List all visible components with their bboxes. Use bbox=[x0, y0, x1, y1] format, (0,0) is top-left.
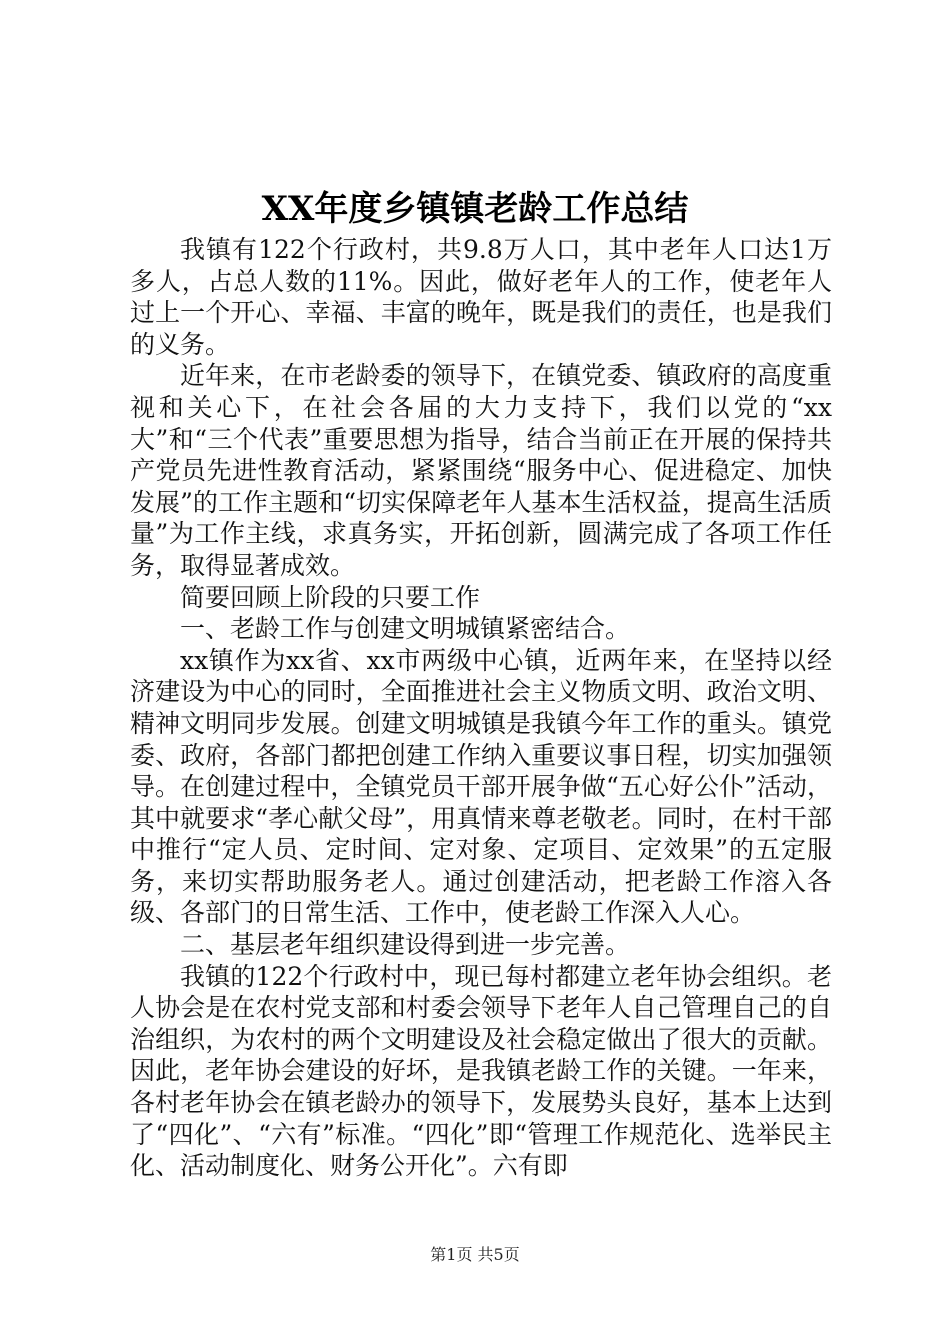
paragraph-section-one: xx镇作为xx省、xx市两级中心镇，近两年来，在坚持以经济建设为中心的同时，全面推进社会主义物质文明、政治文明、精神文明同步发展。创建文明城镇是我镇今年工作的重头。镇党委、政府，各部门都把创建工作纳入重要议事日程，切实加强领导。在创建过程中，全镇党员干部开展争做“五心好公仆”活动，其中就要求“孝心献父母”，用真情来尊老敬老。同时，在村干部中推行“定人员、定时间、定对象、定项目、定效果”的五定服务，来切实帮助服务老人。通过创建活动，把老龄工作溶入各级、各部门的日常生活、工作中，使老龄工作深入人心。 bbox=[130, 645, 832, 928]
document-body bbox=[130, 234, 832, 1182]
paragraph-overview: 近年来，在市老龄委的领导下，在镇党委、镇政府的高度重视和关心下，在社会各届的大力支持下，我们以党的“xx大”和“三个代表”重要思想为指导，结合当前正在开展的保持共产党员先进性教育活动，紧紧围绕“服务中心、促进稳定、加快发展”的工作主题和“切实保障老年人基本生活权益，提高生活质量”为工作主线，求真务实，开拓创新，圆满完成了各项工作任务，取得显著成效。 bbox=[130, 361, 832, 580]
paragraph-section-two: 我镇的122个行政村中，现已每村都建立老年协会组织。老人协会是在农村党支部和村委会领导下老年人自己管理自己的自治组织，为农村的两个文明建设及社会稳定做出了很大的贡献。因此，老年协会建设的好坏，是我镇老龄工作的关键。一年来，各村老年协会在镇老龄办的领导下，发展势头良好，基本上达到了“四化”、“六有”标准。“四化”即“管理工作规范化、选举民主化、活动制度化、财务公开化”。六有即 bbox=[130, 961, 832, 1181]
document-title: XX年度乡镇镇老龄工作总结 bbox=[261, 189, 689, 229]
page-footer: 第1页 共5页 bbox=[430, 1245, 520, 1264]
section-heading-one: 一、老龄工作与创建文明城镇紧密结合。 bbox=[180, 614, 631, 644]
section-heading-two: 二、基层老年组织建设得到进一步完善。 bbox=[180, 930, 631, 960]
paragraph-intro: 我镇有122个行政村，共9.8万人口，其中老年人口达1万多人，占总人数的11%。因此，做好老年人的工作，使老年人过上一个开心、幸福、丰富的晚年，既是我们的责任，也是我们的义务。 bbox=[130, 235, 832, 359]
paragraph-review-heading: 简要回顾上阶段的只要工作 bbox=[180, 582, 481, 612]
